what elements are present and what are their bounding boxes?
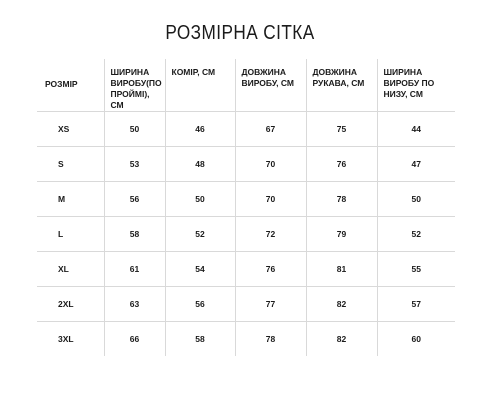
header-collar: КОМІР, СМ (165, 59, 235, 112)
chest-width-cell: 66 (104, 322, 165, 357)
bottom-width-cell: 60 (377, 322, 455, 357)
chest-width-cell: 61 (104, 252, 165, 287)
bottom-width-cell: 55 (377, 252, 455, 287)
table-row (37, 217, 455, 252)
size-cell: 2XL (37, 287, 104, 322)
sleeve-length-cell: 82 (306, 287, 377, 322)
collar-cell: 52 (165, 217, 235, 252)
collar-cell: 48 (165, 147, 235, 182)
sleeve-length-cell: 78 (306, 182, 377, 217)
header-bottom-width: ШИРИНА ВИРОБУ ПО НИЗУ, СМ (377, 59, 455, 112)
table-row (37, 112, 455, 147)
table-row (37, 182, 455, 217)
bottom-width-cell: 57 (377, 287, 455, 322)
garment-length-cell: 70 (235, 147, 306, 182)
header-chest-width: ШИРИНА ВИРОБУ(ПО ПРОЙМІ), СМ (104, 59, 165, 112)
collar-cell: 56 (165, 287, 235, 322)
bottom-width-cell: 47 (377, 147, 455, 182)
size-cell: L (37, 217, 104, 252)
garment-length-cell: 67 (235, 112, 306, 147)
garment-length-cell: 77 (235, 287, 306, 322)
table-row (37, 252, 455, 287)
sleeve-length-cell: 79 (306, 217, 377, 252)
table-row (37, 322, 455, 357)
chest-width-cell: 58 (104, 217, 165, 252)
header-garment-length: ДОВЖИНА ВИРОБУ, СМ (235, 59, 306, 112)
collar-cell: 54 (165, 252, 235, 287)
sleeve-length-cell: 76 (306, 147, 377, 182)
size-cell: M (37, 182, 104, 217)
chest-width-cell: 56 (104, 182, 165, 217)
sleeve-length-cell: 81 (306, 252, 377, 287)
chest-width-cell: 50 (104, 112, 165, 147)
collar-cell: 46 (165, 112, 235, 147)
table-header-row (37, 59, 455, 112)
size-chart-table (37, 59, 455, 356)
size-cell: 3XL (37, 322, 104, 357)
size-cell: XS (37, 112, 104, 147)
sleeve-length-cell: 75 (306, 112, 377, 147)
collar-cell: 50 (165, 182, 235, 217)
garment-length-cell: 76 (235, 252, 306, 287)
garment-length-cell: 70 (235, 182, 306, 217)
garment-length-cell: 78 (235, 322, 306, 357)
header-sleeve-length: ДОВЖИНА РУКАВА, СМ (306, 59, 377, 112)
header-size: РОЗМІР (37, 59, 104, 112)
garment-length-cell: 72 (235, 217, 306, 252)
bottom-width-cell: 52 (377, 217, 455, 252)
size-cell: S (37, 147, 104, 182)
chest-width-cell: 63 (104, 287, 165, 322)
sleeve-length-cell: 82 (306, 322, 377, 357)
bottom-width-cell: 50 (377, 182, 455, 217)
table-row (37, 147, 455, 182)
collar-cell: 58 (165, 322, 235, 357)
bottom-width-cell: 44 (377, 112, 455, 147)
page-title: РОЗМІРНА СІТКА (165, 22, 315, 44)
size-cell: XL (37, 252, 104, 287)
table-row (37, 287, 455, 322)
chest-width-cell: 53 (104, 147, 165, 182)
